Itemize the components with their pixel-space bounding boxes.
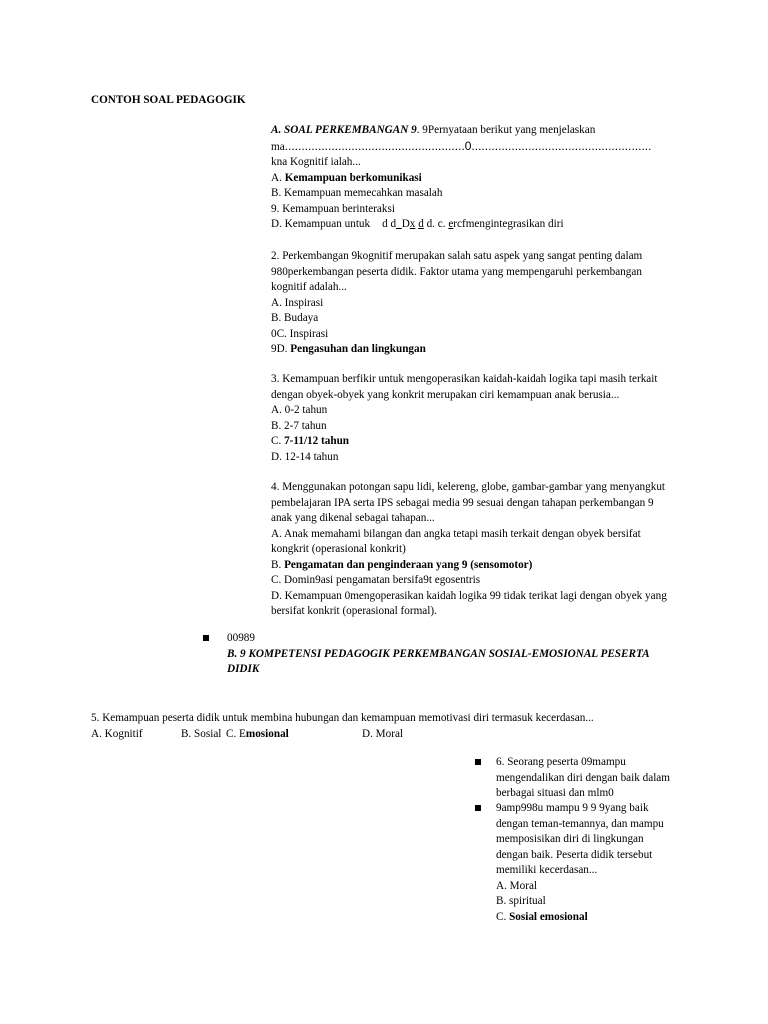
q5-option-a: A. Kognitif <box>91 728 143 740</box>
q6-bullet-1 <box>496 755 670 802</box>
document-title: CONTOH SOAL PEDAGOGIK <box>91 94 246 106</box>
q1-option-a: A. Kemampuan berkomunikasi <box>271 171 422 184</box>
q3-option-c: C. 7-11/12 tahun <box>271 435 350 447</box>
q3-option-a: A. 0-2 tahun <box>271 404 328 416</box>
question-2 <box>271 249 642 358</box>
q1-dots-right: ...................................................... <box>471 138 652 153</box>
q6-text-line2: mengendalikan diri dengan baik dalam <box>496 771 670 784</box>
q6-text-line8: memiliki kecerdasan... <box>496 864 598 876</box>
q6-text-line6: memposisikan diri di lingkungan <box>496 833 644 845</box>
q6-option-b: B. spiritual <box>496 895 546 907</box>
q1-option-c: 9. Kemampuan berinteraksi <box>271 202 395 215</box>
q4-option-c: C. Domin9asi pengamatan bersifa9t egosentris <box>271 574 481 586</box>
q1-option-b: B. Kemampuan memecahkan masalah <box>271 187 443 199</box>
q1-text-line2-mid: 0 <box>464 138 472 153</box>
q4-text-line3: anak yang dikenal sebagai tahapan... <box>271 512 435 524</box>
q2-text-line3: kognitif adalah... <box>271 281 347 293</box>
q2-option-c: 0C. Inspirasi <box>271 327 329 340</box>
q5-text: 5. Kemampuan peserta didik untuk membina hubungan dan kemampuan memotivasi diri termasuk kecerdasan... <box>91 712 594 724</box>
q2-answer: Pengasuhan dan lingkungan <box>290 343 426 355</box>
q4-text-line1: 4. Menggunakan potongan sapu lidi, kelereng, globe, gambar-gambar yang menyangkut <box>271 481 666 493</box>
q2-option-d: 9D. Pengasuhan dan lingkungan <box>271 343 426 355</box>
q1-dots-left: ...................................................... <box>284 138 465 153</box>
bullet-icon <box>475 759 481 765</box>
q6-text-line4: 9amp998u mampu 9 9 9yang baik <box>496 802 649 814</box>
section-a-heading: A. SOAL PERKEMBANGAN 9 <box>271 124 417 136</box>
q2-text-line2: 980perkembangan peserta didik. Faktor utama yang mempengaruhi perkembangan <box>271 265 642 278</box>
q5-option-b: B. Sosial <box>181 728 222 740</box>
q1-text-line3: kna Kognitif ialah... <box>271 156 361 168</box>
q6-bullet-2 <box>496 801 664 925</box>
q3-option-d: D. 12-14 tahun <box>271 450 339 463</box>
q1-answer: Kemampuan berkomunikasi <box>284 171 422 184</box>
q6-text-line5: dengan teman-temannya, dan mampu <box>496 817 664 830</box>
q5-answer: mosional <box>245 728 289 740</box>
question-1 <box>271 123 651 233</box>
q2-option-b: B. Budaya <box>271 312 319 324</box>
bullet-icon <box>203 635 209 641</box>
q4-option-a-line1: A. Anak memahami bilangan dan angka tetapi masih terkait dengan obyek bersifat <box>271 527 641 540</box>
section-b-heading-line1: B. 9 KOMPETENSI PEDAGOGIK PERKEMBANGAN SOSIAL-EMOSIONAL PESERTA <box>227 647 650 660</box>
question-3 <box>271 372 657 465</box>
q1-option-d: D. Kemampuan untuk d d_Dx d d. c. ercfmengintegrasikan diri <box>271 218 564 230</box>
q4-option-a-line2: kongkrit (operasional konkrit) <box>271 543 406 555</box>
q4-text-line2: pembelajaran IPA serta IPS sebagai media 99 sesuai dengan tahapan perkembangan 9 <box>271 496 654 509</box>
q4-answer: Pengamatan dan penginderaan yang 9 (sensomotor) <box>284 558 533 571</box>
section-b <box>227 631 650 678</box>
section-b-heading-line2: DIDIK <box>227 663 260 675</box>
q1-text-line2-prefix: ma <box>271 140 285 153</box>
q6-answer: Sosial emosional <box>509 910 588 923</box>
q6-text-line7: dengan baik. Peserta didik tersebut <box>496 848 653 861</box>
q6-text-line1: 6. Seorang peserta 09mampu <box>496 756 626 768</box>
q3-text-line2: dengan obyek-obyek yang konkrit merupakan ciri kemampuan anak berusia... <box>271 388 620 401</box>
q3-text-line1: 3. Kemampuan berfikir untuk mengoperasikan kaidah-kaidah logika tapi masih terkait <box>271 373 658 385</box>
q2-text-line1: 2. Perkembangan 9kognitif merupakan salah satu aspek yang sangat penting dalam <box>271 250 643 262</box>
q6-option-c: C. Sosial emosional <box>496 910 588 923</box>
q4-option-b: B. Pengamatan dan penginderaan yang 9 (sensomotor) <box>271 558 533 571</box>
q1-text-line1: . 9Pernyataan berikut yang menjelaskan <box>416 124 596 136</box>
q3-answer: 7-11/12 tahun <box>284 435 350 447</box>
q6-option-a: A. Moral <box>496 879 538 892</box>
q3-option-b: B. 2-7 tahun <box>271 419 327 432</box>
q6-text-line3: berbagai situasi dan mlm0 <box>496 787 614 799</box>
q4-option-d-line1: D. Kemampuan 0mengoperasikan kaidah logika 99 tidak terikat lagi dengan obyek yang <box>271 589 667 602</box>
section-b-code: 00989 <box>227 632 255 644</box>
q5-option-c: C. Emosional <box>226 728 289 740</box>
q2-option-a: A. Inspirasi <box>271 296 324 309</box>
q5-option-d: D. Moral <box>362 728 404 740</box>
bullet-icon <box>475 805 481 811</box>
question-4 <box>271 480 667 620</box>
q4-option-d-line2: bersifat konkrit (operasional formal). <box>271 605 437 617</box>
